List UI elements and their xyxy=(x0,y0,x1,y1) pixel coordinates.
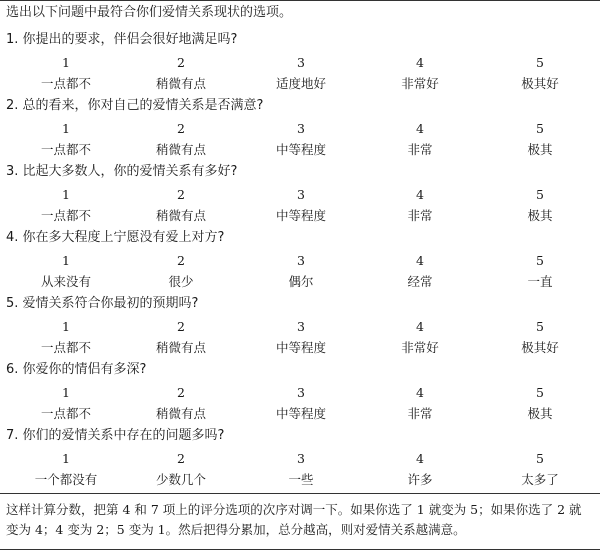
question-list xyxy=(0,32,600,494)
question-text: 2. 总的看来，你对自己的爱情关系是否满意? xyxy=(6,98,264,113)
rating-scale xyxy=(0,451,600,491)
rating-label: 非常 xyxy=(407,142,433,157)
rating-label: 稍微有点 xyxy=(155,208,206,223)
rating-option[interactable] xyxy=(11,55,121,92)
rating-number: 4 xyxy=(416,319,424,334)
rating-label: 极其好 xyxy=(521,340,559,355)
bottom-rule xyxy=(0,549,600,550)
rating-number: 1 xyxy=(62,451,70,466)
rating-label: 适度地好 xyxy=(275,76,326,91)
rating-label: 非常 xyxy=(407,208,433,223)
rating-option[interactable] xyxy=(485,385,595,422)
rating-option[interactable] xyxy=(246,55,356,92)
question-item xyxy=(0,32,600,98)
rating-option[interactable] xyxy=(365,451,475,488)
rating-label: 中等程度 xyxy=(275,406,326,421)
rating-label: 极其 xyxy=(527,208,553,223)
rating-label: 少数几个 xyxy=(155,472,206,487)
rating-number: 3 xyxy=(297,187,305,202)
question-item xyxy=(0,296,600,362)
rating-label: 一些 xyxy=(288,472,314,487)
rating-option[interactable] xyxy=(246,385,356,422)
rating-option[interactable] xyxy=(11,319,121,356)
rating-option[interactable] xyxy=(126,385,236,422)
question-item xyxy=(0,362,600,428)
rating-label: 中等程度 xyxy=(275,208,326,223)
rating-label: 一点都不 xyxy=(40,208,91,223)
scoring-line-2: 变为 4；4 变为 2；5 变为 1。然后把得分累加，总分越高，则对爱情关系越满意。 xyxy=(6,522,466,537)
rating-option[interactable] xyxy=(246,187,356,224)
rating-option[interactable] xyxy=(11,187,121,224)
rating-option[interactable] xyxy=(126,187,236,224)
rating-number: 1 xyxy=(62,55,70,70)
rating-option[interactable] xyxy=(126,451,236,488)
rating-option[interactable] xyxy=(126,55,236,92)
rating-option[interactable] xyxy=(126,319,236,356)
rating-number: 4 xyxy=(416,121,424,136)
rating-number: 2 xyxy=(177,451,185,466)
rating-number: 3 xyxy=(297,55,305,70)
rating-label: 中等程度 xyxy=(275,142,326,157)
rating-number: 5 xyxy=(536,253,544,268)
rating-number: 1 xyxy=(62,319,70,334)
question-text: 6. 你爱你的情侣有多深? xyxy=(6,362,147,377)
rating-number: 5 xyxy=(536,55,544,70)
rating-label: 从来没有 xyxy=(40,274,91,289)
rating-label: 非常好 xyxy=(401,340,439,355)
rating-number: 1 xyxy=(62,253,70,268)
rating-option[interactable] xyxy=(365,385,475,422)
rating-number: 4 xyxy=(416,55,424,70)
rating-label: 经常 xyxy=(407,274,433,289)
rating-label: 一直 xyxy=(527,274,553,289)
rating-label: 偶尔 xyxy=(288,274,314,289)
rating-number: 2 xyxy=(177,385,185,400)
rating-number: 4 xyxy=(416,187,424,202)
rating-option[interactable] xyxy=(485,253,595,290)
rating-label: 极其 xyxy=(527,406,553,421)
rating-label: 一点都不 xyxy=(40,406,91,421)
rating-option[interactable] xyxy=(11,253,121,290)
rating-label: 非常 xyxy=(407,406,433,421)
rating-number: 5 xyxy=(536,121,544,136)
rating-option[interactable] xyxy=(485,451,595,488)
rating-number: 1 xyxy=(62,121,70,136)
divider-rule xyxy=(0,493,600,494)
rating-scale xyxy=(0,55,600,95)
rating-label: 稍微有点 xyxy=(155,76,206,91)
question-text: 4. 你在多大程度上宁愿没有爱上对方? xyxy=(6,230,225,245)
rating-option[interactable] xyxy=(365,187,475,224)
rating-option[interactable] xyxy=(246,253,356,290)
rating-number: 5 xyxy=(536,187,544,202)
rating-scale xyxy=(0,187,600,227)
rating-number: 5 xyxy=(536,385,544,400)
rating-number: 4 xyxy=(416,253,424,268)
rating-option[interactable] xyxy=(365,121,475,158)
question-text: 3. 比起大多数人，你的爱情关系有多好? xyxy=(6,164,238,179)
rating-option[interactable] xyxy=(11,451,121,488)
rating-label: 一点都不 xyxy=(40,76,91,91)
rating-label: 一点都不 xyxy=(40,142,91,157)
rating-option[interactable] xyxy=(485,121,595,158)
rating-number: 3 xyxy=(297,385,305,400)
rating-scale xyxy=(0,121,600,161)
question-text: 7. 你们的爱情关系中存在的问题多吗? xyxy=(6,428,225,443)
rating-option[interactable] xyxy=(126,253,236,290)
rating-scale xyxy=(0,319,600,359)
question-text: 1. 你提出的要求，伴侣会很好地满足吗? xyxy=(6,32,238,47)
rating-number: 3 xyxy=(297,451,305,466)
rating-scale xyxy=(0,385,600,425)
rating-label: 极其 xyxy=(527,142,553,157)
rating-label: 稍微有点 xyxy=(155,406,206,421)
scoring-instructions xyxy=(6,500,596,540)
rating-label: 稍微有点 xyxy=(155,142,206,157)
question-text: 5. 爱情关系符合你最初的预期吗? xyxy=(6,296,199,311)
rating-option[interactable] xyxy=(365,319,475,356)
rating-number: 2 xyxy=(177,187,185,202)
rating-number: 3 xyxy=(297,121,305,136)
rating-option[interactable] xyxy=(365,55,475,92)
rating-option[interactable] xyxy=(11,121,121,158)
rating-number: 2 xyxy=(177,55,185,70)
rating-option[interactable] xyxy=(365,253,475,290)
rating-option[interactable] xyxy=(485,319,595,356)
intro-text: 选出以下问题中最符合你们爱情关系现状的选项。 xyxy=(6,5,293,20)
rating-label: 很少 xyxy=(168,274,194,289)
scoring-line-1: 这样计算分数，把第 4 和 7 项上的评分选项的次序对调一下。如果你选了 1 就变为 5；如果你选了 2 就 xyxy=(6,502,582,517)
rating-number: 1 xyxy=(62,385,70,400)
rating-option[interactable] xyxy=(126,121,236,158)
rating-scale xyxy=(0,253,600,293)
rating-number: 1 xyxy=(62,187,70,202)
rating-label: 太多了 xyxy=(521,472,559,487)
rating-label: 非常好 xyxy=(401,76,439,91)
rating-label: 许多 xyxy=(407,472,433,487)
rating-number: 5 xyxy=(536,451,544,466)
question-item xyxy=(0,230,600,296)
rating-label: 一个都没有 xyxy=(34,472,98,487)
rating-number: 2 xyxy=(177,121,185,136)
rating-option[interactable] xyxy=(246,319,356,356)
top-rule xyxy=(0,0,600,1)
rating-label: 中等程度 xyxy=(275,340,326,355)
rating-number: 2 xyxy=(177,319,185,334)
rating-option[interactable] xyxy=(246,451,356,488)
question-item xyxy=(0,98,600,164)
question-item xyxy=(0,164,600,230)
rating-label: 极其好 xyxy=(521,76,559,91)
rating-number: 3 xyxy=(297,319,305,334)
question-item xyxy=(0,428,600,494)
rating-number: 3 xyxy=(297,253,305,268)
rating-option[interactable] xyxy=(246,121,356,158)
rating-number: 2 xyxy=(177,253,185,268)
rating-number: 4 xyxy=(416,385,424,400)
rating-label: 稍微有点 xyxy=(155,340,206,355)
rating-number: 5 xyxy=(536,319,544,334)
rating-label: 一点都不 xyxy=(40,340,91,355)
rating-option[interactable] xyxy=(11,385,121,422)
rating-number: 4 xyxy=(416,451,424,466)
rating-option[interactable] xyxy=(485,55,595,92)
rating-option[interactable] xyxy=(485,187,595,224)
